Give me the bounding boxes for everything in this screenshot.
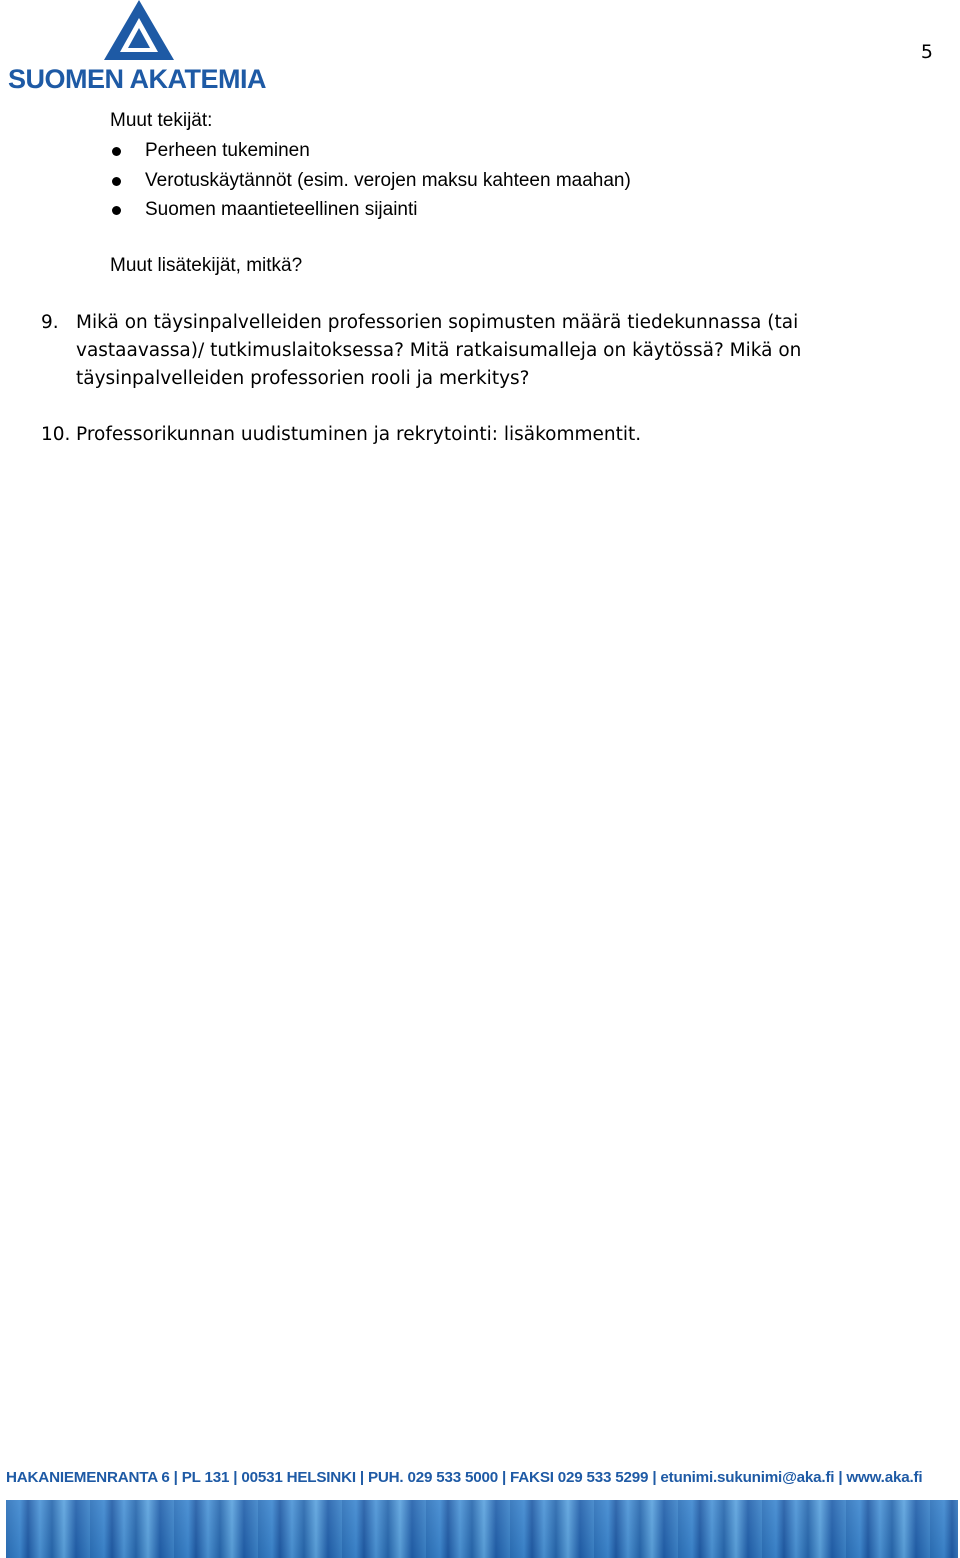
list-item (110, 198, 631, 228)
logo (4, 0, 266, 96)
factor-list (110, 139, 631, 228)
list-item (110, 139, 631, 169)
triangle-logo-icon (94, 0, 184, 60)
question-number: 9. (41, 312, 59, 333)
question-10 (41, 421, 831, 449)
footer-contact: HAKANIEMENRANTA 6 | PL 131 | 00531 HELSINKI | PUH. 029 533 5000 | FAKSI 029 533 5299 | etunimi.sukunimi@aka.fi | www.aka.fi (6, 1469, 923, 1486)
list-item (110, 169, 631, 199)
question-text: Professorikunnan uudistuminen ja rekrytointi: lisäkommentit. (76, 424, 642, 445)
footer-band-overlay (6, 1500, 958, 1558)
page-number: 5 (920, 41, 933, 63)
list-item-text: Perheen tukeminen (145, 140, 310, 161)
list-item-text: Verotuskäytännöt (esim. verojen maksu kahteen maahan) (145, 169, 631, 191)
bullet-icon (112, 206, 121, 215)
bullet-icon (112, 147, 121, 156)
question-9 (41, 309, 831, 393)
list-item-text: Suomen maantieteellinen sijainti (145, 199, 418, 220)
bullet-icon (112, 177, 121, 186)
question-number: 10. (41, 424, 71, 445)
logo-wordmark: SUOMEN AKATEMIA (8, 64, 266, 94)
question-text: Mikä on täysinpalvelleiden professorien sopimusten määrä tiedekunnassa (tai vastaavassa)/ tutkimuslaitoksessa? Mitä ratkaisumalleja on käytössä? Mikä on täysinpalvelleiden professorien rooli ja merkitys? (76, 312, 802, 389)
factors-title: Muut tekijät: (110, 110, 213, 131)
extra-factors-question: Muut lisätekijät, mitkä? (110, 255, 303, 276)
